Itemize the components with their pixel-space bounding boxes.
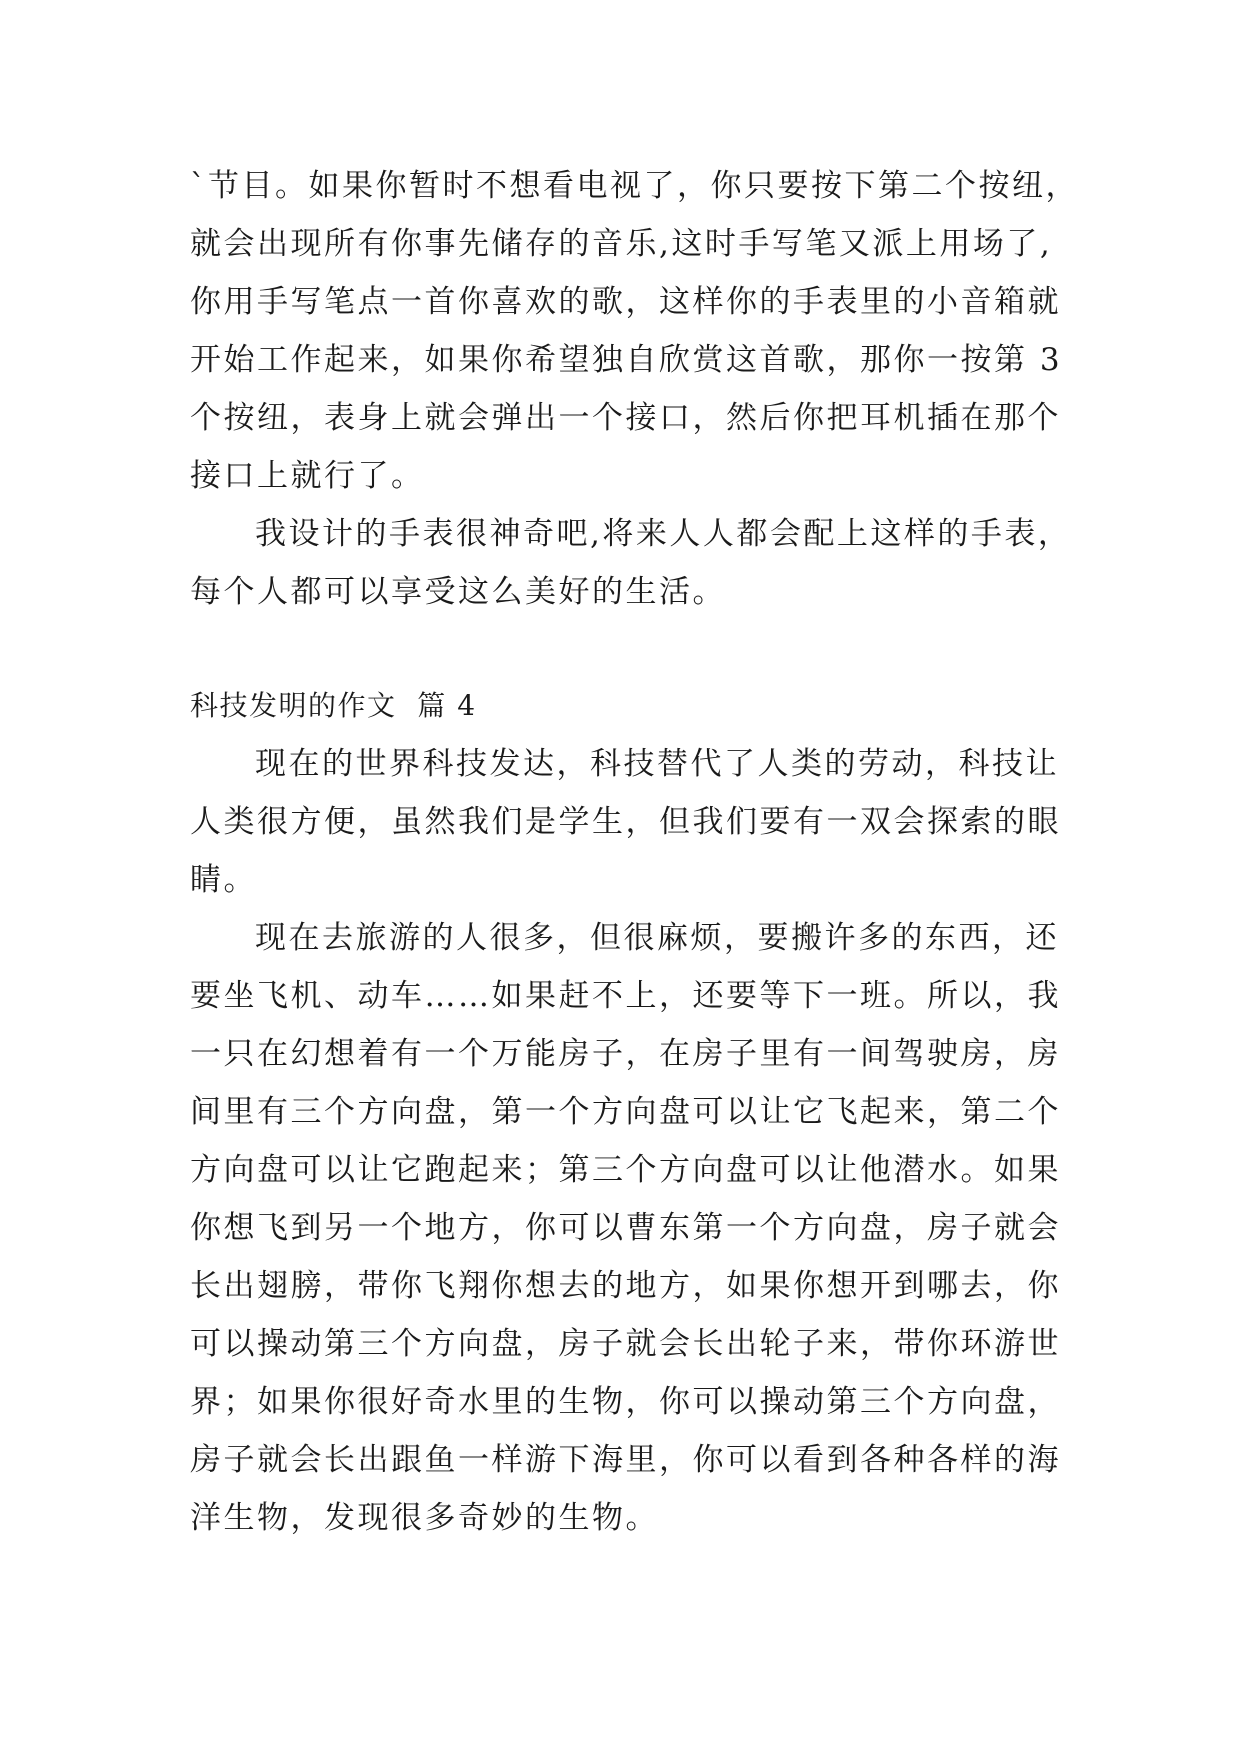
text-line: 接口上就行了。 <box>190 458 425 494</box>
text-line: 睛。 <box>190 862 257 898</box>
section-heading: 科技发明的作文 篇 4 <box>190 689 477 722</box>
text-line: 个按纽，表身上就会弹出一个接口，然后你把耳机插在那个 <box>190 400 1061 436</box>
text-line: `节目。如果你暂时不想看电视了，你只要按下第二个按纽， <box>190 168 1079 204</box>
text-line: 人类很方便，虽然我们是学生，但我们要有一双会探索的眼 <box>190 804 1061 840</box>
text-line: 方向盘可以让它跑起来；第三个方向盘可以让他潜水。如果 <box>190 1152 1061 1188</box>
text-line: 房子就会长出跟鱼一样游下海里，你可以看到各种各样的海 <box>190 1442 1061 1478</box>
text-line: 洋生物，发现很多奇妙的生物。 <box>190 1500 659 1536</box>
text-line: 现在去旅游的人很多，但很麻烦，要搬许多的东西，还 <box>255 920 1059 956</box>
text-line: 一只在幻想着有一个万能房子，在房子里有一间驾驶房，房 <box>190 1036 1061 1072</box>
text-line: 你用手写笔点一首你喜欢的歌，这样你的手表里的小音箱就 <box>190 284 1061 320</box>
text-line: 你想飞到另一个地方，你可以曹东第一个方向盘，房子就会 <box>190 1210 1061 1246</box>
text-line: 开始工作起来，如果你希望独自欣赏这首歌，那你一按第 3 <box>190 342 1063 378</box>
text-line: 我设计的手表很神奇吧,将来人人都会配上这样的手表， <box>255 516 1072 552</box>
text-line: 长出翅膀，带你飞翔你想去的地方，如果你想开到哪去，你 <box>190 1268 1061 1304</box>
text-line: 要坐飞机、动车……如果赶不上，还要等下一班。所以，我 <box>190 978 1061 1014</box>
text-line: 间里有三个方向盘，第一个方向盘可以让它飞起来，第二个 <box>190 1094 1061 1130</box>
text-line: 现在的世界科技发达，科技替代了人类的劳动，科技让 <box>255 746 1059 782</box>
text-line: 每个人都可以享受这么美好的生活。 <box>190 574 726 610</box>
text-line: 界；如果你很好奇水里的生物，你可以操动第三个方向盘， <box>190 1384 1061 1420</box>
text-line: 就会出现所有你事先储存的音乐,这时手写笔又派上用场了, <box>190 226 1053 262</box>
text-line: 可以操动第三个方向盘，房子就会长出轮子来，带你环游世 <box>190 1326 1061 1362</box>
